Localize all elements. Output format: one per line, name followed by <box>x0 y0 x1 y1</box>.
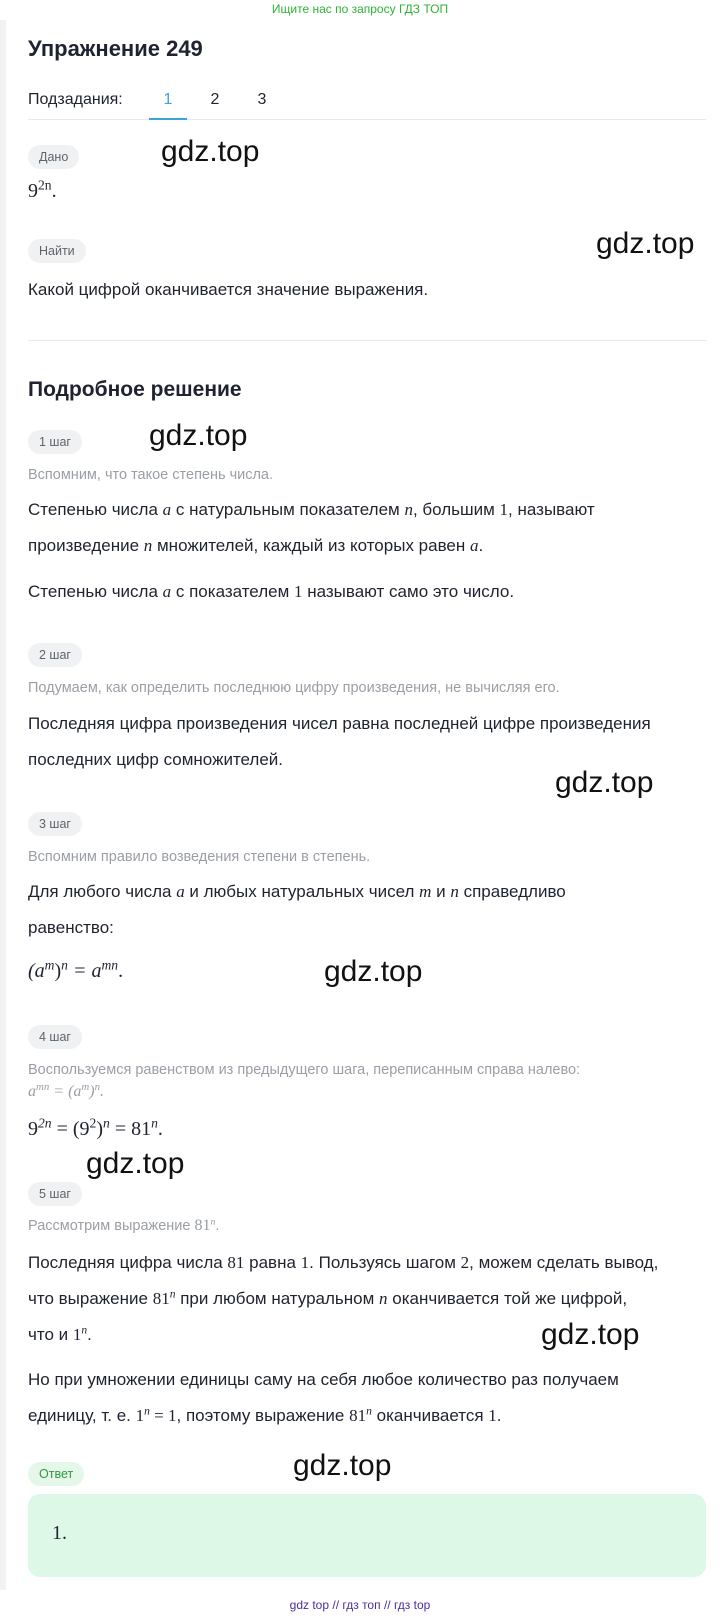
footer-links <box>0 1598 720 1612</box>
section-divider <box>28 340 706 341</box>
step-5-line-4: Но при умножении единицы саму на себя любое количество раз получаем <box>28 1370 619 1389</box>
tab-subtask-2[interactable]: 2 <box>210 91 220 108</box>
step-3-badge: 3 шаг <box>28 812 82 836</box>
watermark: gdz.top <box>149 419 248 452</box>
answer-box <box>28 1494 706 1577</box>
footer-link-1[interactable]: gdz top <box>289 1598 330 1612</box>
watermark: gdz.top <box>555 766 654 799</box>
left-rail <box>0 20 6 1590</box>
step-3-hint: Вспомним правило возведения степени в степень. <box>28 849 371 865</box>
find-badge: Найти <box>28 239 86 263</box>
watermark: gdz.top <box>293 1449 392 1482</box>
step-4-badge: 4 шаг <box>28 1025 82 1049</box>
footer-separator: // <box>383 1598 391 1612</box>
step-1-hint: Вспомним, что такое степень числа. <box>28 467 274 483</box>
step-1-paragraph-2: Степенью числа a с показателем 1 называют само это число. <box>28 582 515 601</box>
step-5-badge: 5 шаг <box>28 1182 82 1206</box>
step-1-paragraph-line-2: произведение n множителей, каждый из которых равен a. <box>28 536 484 555</box>
watermark: gdz.top <box>161 135 260 168</box>
watermark: gdz.top <box>541 1318 640 1351</box>
step-5-line-3: что и 1$^n$. <box>28 1323 92 1344</box>
step-4-formula: $9^{2n} = (9^2)^n = 81^n$. <box>28 1115 163 1140</box>
footer-link-2[interactable]: гдз топ <box>342 1598 381 1612</box>
tab-subtask-3[interactable]: 3 <box>257 91 267 108</box>
page-title: Упражнение 249 <box>28 36 203 61</box>
step-1-badge: 1 шаг <box>28 430 82 454</box>
footer-separator: // <box>332 1598 340 1612</box>
watermark: gdz.top <box>86 1147 185 1180</box>
step-5-line-1: Последняя цифра числа 81 равна 1. Пользуясь шагом 2, можем сделать вывод, <box>28 1253 659 1272</box>
step-5-hint: Рассмотрим выражение 81$^n$. <box>28 1216 220 1234</box>
step-2-line-1: Последняя цифра произведения чисел равна последней цифре произведения <box>28 714 651 733</box>
watermark: gdz.top <box>596 227 695 260</box>
step-2-hint: Подумаем, как определить последнюю цифру произведения, не вычисляя его. <box>28 680 560 696</box>
step-3-line-1: Для любого числа a и любых натуральных чисел m и n справедливо <box>28 882 566 901</box>
step-2-line-2: последних цифр сомножителей. <box>28 750 284 769</box>
step-3-line-2: равенство: <box>28 918 114 937</box>
step-1-paragraph-line-1: Степенью числа a с натуральным показателем n, большим 1, называют <box>28 500 595 519</box>
top-banner-text[interactable]: Ищите нас по запросу ГДЗ ТОП <box>271 2 449 16</box>
given-badge: Дано <box>28 145 79 169</box>
subtasks-label: Подзадания: <box>28 91 123 108</box>
tabs-divider <box>28 119 706 120</box>
watermark: gdz.top <box>324 955 423 988</box>
find-text: Какой цифрой оканчивается значение выражения. <box>28 280 429 299</box>
active-tab-indicator <box>149 118 187 120</box>
tab-subtask-1[interactable]: 1 <box>163 91 173 108</box>
answer-value: 1. <box>52 1522 67 1544</box>
step-5-line-5: единицу, т. е. $1^n = 1$, поэтому выражение 81$^n$ оканчивается 1. <box>28 1404 502 1425</box>
step-4-hint: Воспользуемся равенством из предыдущего шага, переписанным справа налево: <box>28 1062 581 1078</box>
step-3-formula: $(a^m)^n = a^{mn}$. <box>28 957 124 982</box>
given-expression: $9^{2n}$. <box>28 177 57 202</box>
top-banner[interactable] <box>0 0 720 20</box>
answer-badge: Ответ <box>28 1462 84 1486</box>
footer-link-3[interactable]: гдз top <box>393 1598 431 1612</box>
step-2-badge: 2 шаг <box>28 643 82 667</box>
step-5-line-2: что выражение 81$^n$ при любом натуральном n оканчивается той же цифрой, <box>28 1287 628 1308</box>
solution-heading: Подробное решение <box>28 378 242 401</box>
step-4-hint-formula: $a^{mn} = (a^m)^n$. <box>28 1081 105 1100</box>
